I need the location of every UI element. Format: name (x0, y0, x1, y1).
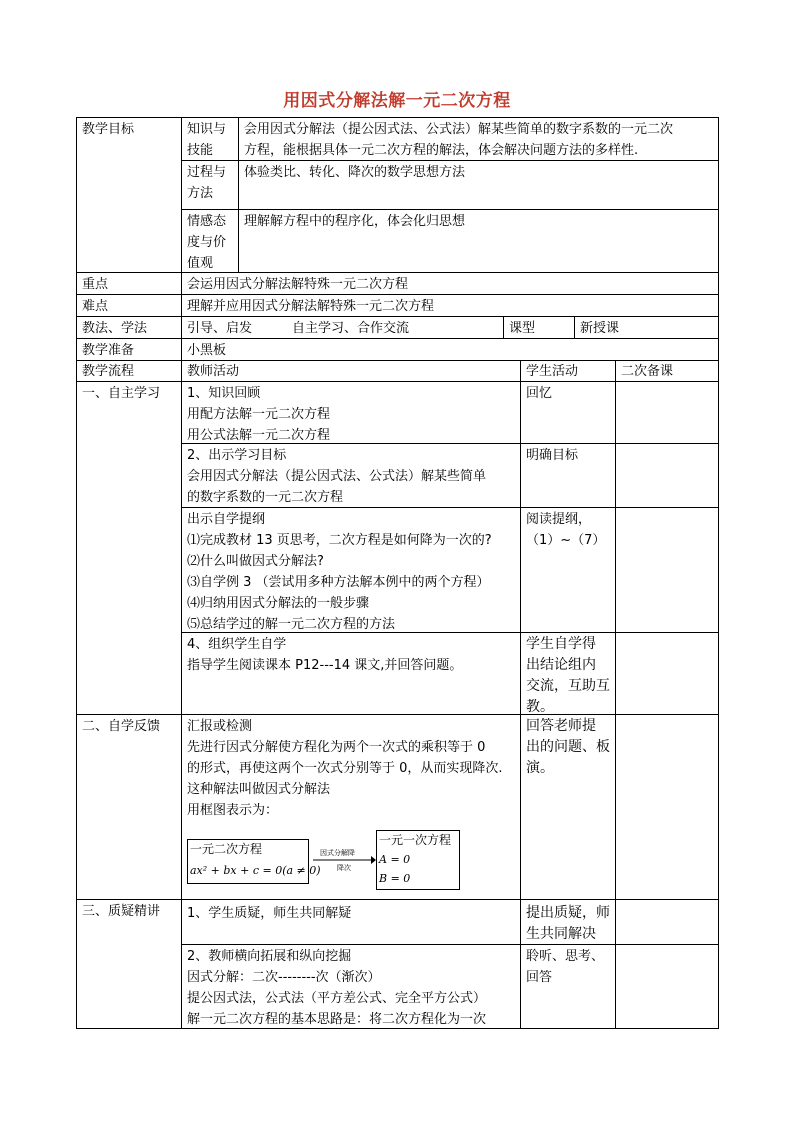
difficulty-label: 难点 (82, 299, 109, 314)
goals-student: 明确目标 (526, 448, 579, 463)
lesson-type-label: 课型 (509, 321, 536, 336)
linear-eq-a: A = 0 (379, 853, 411, 866)
section2-label: 二、自学反馈 (82, 719, 161, 734)
question1-text: 1、学生质疑，师生共同解疑 (187, 906, 352, 921)
teacher-activity-header: 教师活动 (187, 364, 240, 379)
lesson-type-value: 新授课 (580, 321, 620, 336)
outline-block: 出示自学提纲 ⑴完成教材 13 页思考，二次方程是如何降为一次的? ⑵什么叫做因式分解法? ⑶自学例 3 （尝试用多种方法解本例中的两个方程） ⑷归纳用因式分解法的一般步骤 ⑸总结学过的解一元二次方程的方法 (187, 512, 492, 632)
key-point-label: 重点 (82, 277, 109, 292)
emotion-text: 理解解方程中的程序化，体会化归思想 (244, 214, 466, 229)
quadratic-formula: ax² + bx + c = 0(a ≠ 0) (190, 864, 321, 877)
emotion-label: 情感态 度与价 值观 (187, 214, 227, 271)
page-title: 用因式分解法解一元二次方程 (283, 91, 511, 111)
extension-block: 2、教师横向拓展和纵向挖掘 因式分解：二次--------次（渐次） 提公因式法，公式法（平方差公式、完全平方公式） 解一元二次方程的基本思路是：将二次方程化为一次 (187, 949, 487, 1027)
section1-label: 一、自主学习 (82, 386, 161, 401)
flow-label: 教学流程 (82, 364, 135, 379)
prep-label: 教学准备 (82, 343, 135, 358)
review-block: 1、知识回顾 用配方法解一元二次方程 用公式法解一元二次方程 (187, 386, 331, 443)
methods-label: 教法、学法 (82, 321, 148, 336)
knowledge-label: 知识与 技能 (187, 122, 227, 158)
linear-eq-b: B = 0 (379, 872, 411, 885)
methods-learn: 自主学习、合作交流 (292, 321, 410, 336)
extension-student: 聆听、思考、 回答 (526, 949, 605, 985)
student-activity-header: 学生活动 (526, 364, 579, 379)
linear-title: 一元一次方程 (379, 833, 452, 847)
section3-label: 三、质疑精讲 (82, 904, 161, 919)
process-label: 过程与 方法 (187, 165, 227, 201)
outline-student: 阅读提纲， （1）~（7） (526, 512, 606, 548)
organize-student: 学生自学得 出结论组内 交流，互助互 教。 (526, 636, 610, 715)
process-text: 体验类比、转化、降次的数学思想方法 (244, 165, 466, 180)
review-student: 回忆 (526, 386, 553, 401)
arrow-label-top: 因式分解降 (320, 849, 355, 857)
feedback-student: 回答老师提 出的问题、板 演。 (526, 718, 610, 776)
knowledge-text: 会用因式分解法（提公因式法、公式法）解某些简单的数字系数的一元二次 方程，能根据具体一元二次方程的解法，体会解决问题方法的多样性. (244, 122, 674, 158)
question1-student: 提出质疑，师 生共同解决 (526, 905, 610, 942)
goals-block: 2、出示学习目标 会用因式分解法（提公因式法、公式法）解某些简单 的数字系数的一元二次方程 (187, 448, 487, 505)
goals-label: 教学目标 (82, 122, 135, 137)
key-point-text: 会运用因式分解法解特殊一元二次方程 (187, 277, 409, 292)
feedback-block: 汇报或检测 先进行因式分解使方程化为两个一次式的乘积等于 0 的形式，再使这两个一次式分别等于 0，从而实现降次. 这种解法叫做因式分解法 用框图表示为： (187, 719, 503, 818)
methods-teach: 引导、启发 (187, 321, 253, 336)
second-prep-header: 二次备课 (621, 364, 674, 379)
prep-text: 小黑板 (187, 343, 227, 358)
quadratic-title: 一元二次方程 (190, 842, 263, 856)
difficulty-text: 理解并应用因式分解法解特殊一元二次方程 (187, 299, 435, 314)
arrow-label-bottom: 降次 (337, 864, 351, 872)
organize-block: 4、组织学生自学 指导学生阅读课本 P12---14 课文,并回答问题。 (187, 637, 463, 673)
